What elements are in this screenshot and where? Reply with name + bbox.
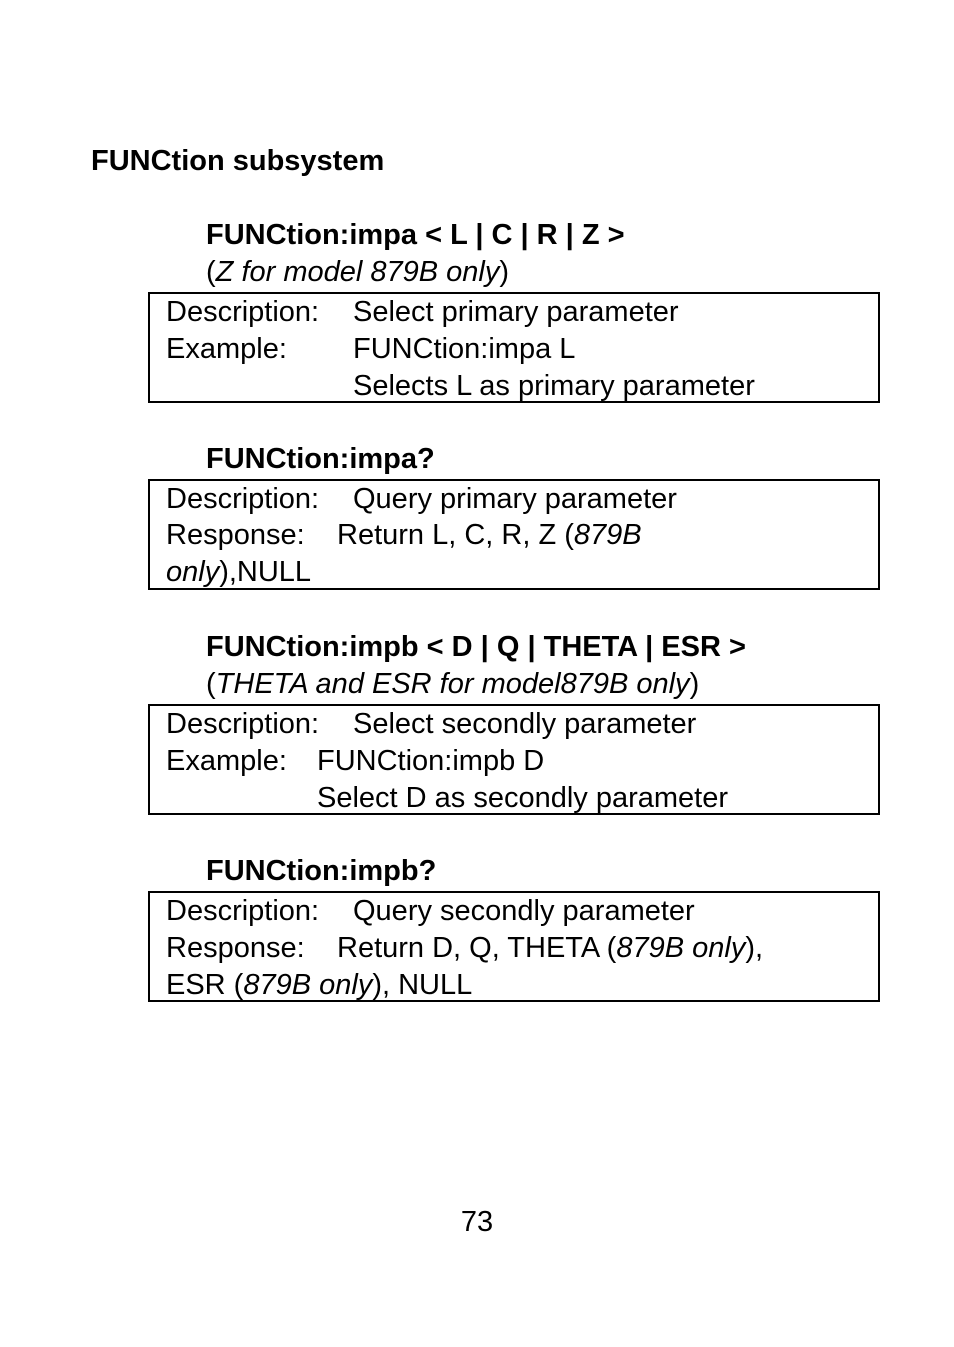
note-close: ) (689, 668, 700, 700)
description-label: Description: (166, 708, 320, 740)
example-result: Select D as secondly parameter (317, 782, 729, 814)
description-text: Query secondly parameter (353, 895, 695, 927)
page-heading: FUNCtion subsystem (91, 145, 385, 177)
command-title-impb: FUNCtion:impb < D | Q | THETA | ESR > (206, 631, 746, 663)
response-text: Return D, Q, THETA ( (337, 932, 617, 964)
example-result: Selects L as primary parameter (353, 370, 755, 402)
example-label: Example: (166, 745, 287, 777)
response-tail: ), (745, 932, 764, 964)
description-text: Select primary parameter (353, 296, 679, 328)
response-line2-italic: only (166, 556, 220, 588)
response-line2-text: ),NULL (219, 556, 312, 588)
example-command: FUNCtion:impb D (317, 745, 545, 777)
example-label: Example: (166, 333, 287, 365)
description-label: Description: (166, 895, 320, 927)
response-italic: 879B (573, 519, 642, 551)
example-command: FUNCtion:impa L (353, 333, 576, 365)
description-text: Select secondly parameter (353, 708, 697, 740)
command-note-impb (206, 666, 699, 703)
command-title-impa-query: FUNCtion:impa? (206, 443, 435, 475)
command-box-impa-query (148, 479, 880, 590)
response-line2-italic: 879B only (243, 969, 373, 1001)
page-number: 73 (460, 1206, 494, 1238)
command-note-impa (206, 254, 509, 291)
note-open: ( (206, 256, 216, 288)
response-line2-tail: ), NULL (372, 969, 473, 1001)
response-text: Return L, C, R, Z ( (337, 519, 574, 551)
command-title-impb-query: FUNCtion:impb? (206, 855, 437, 887)
command-title-impa: FUNCtion:impa < L | C | R | Z > (206, 219, 625, 251)
command-box-impa (148, 292, 880, 403)
note-italic: THETA and ESR for model879B only (215, 668, 690, 700)
description-label: Description: (166, 483, 320, 515)
command-box-impb (148, 704, 880, 815)
response-line2-text: ESR ( (166, 969, 244, 1001)
response-label: Response: (166, 519, 305, 551)
note-close: ) (499, 256, 510, 288)
description-label: Description: (166, 296, 320, 328)
note-open: ( (206, 668, 216, 700)
description-text: Query primary parameter (353, 483, 677, 515)
response-italic: 879B only (616, 932, 746, 964)
note-italic: Z for model 879B only (215, 256, 500, 288)
response-label: Response: (166, 932, 305, 964)
command-box-impb-query (148, 891, 880, 1002)
